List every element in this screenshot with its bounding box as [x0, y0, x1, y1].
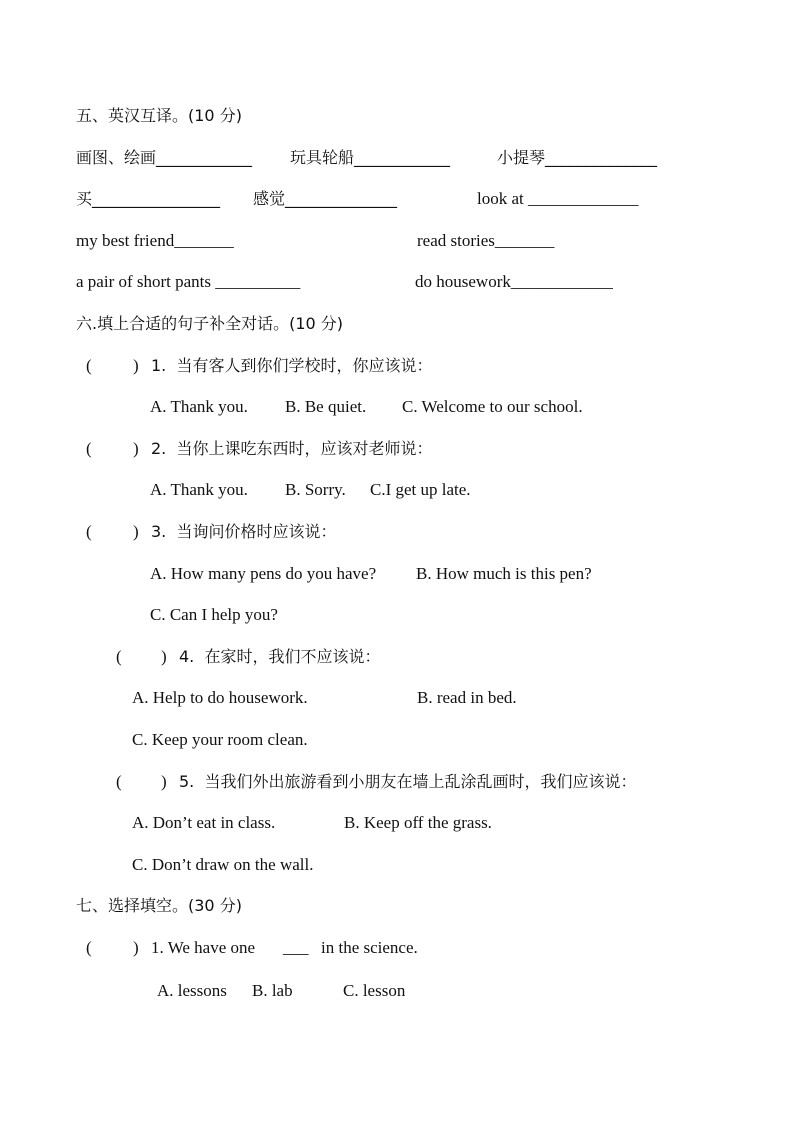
- question-text: 5. 当我们外出旅游看到小朋友在墙上乱涂乱画时，我们应该说：: [179, 772, 637, 791]
- section7-heading: 七、选择填空。(30 分): [76, 896, 242, 915]
- option: A. Thank you.: [150, 397, 248, 416]
- question-text: 2. 当你上课吃东西时，应该对老师说：: [151, 439, 433, 458]
- translate-item: a pair of short pants __________: [76, 272, 301, 291]
- question-text: 1. We have one: [151, 938, 256, 957]
- option: C. Can I help you?: [150, 605, 278, 624]
- option: A. lessons: [157, 981, 227, 1000]
- question-text: 3. 当询问价格时应该说：: [151, 522, 337, 541]
- translate-item: do housework____________: [415, 272, 613, 291]
- answer-paren-close: ): [133, 439, 139, 458]
- question-blank: ___: [283, 938, 309, 957]
- translate-item: 小提琴______________: [497, 148, 658, 167]
- option: B. Be quiet.: [285, 397, 367, 416]
- answer-paren-open: (: [86, 439, 92, 458]
- translate-item: 感觉______________: [253, 189, 398, 208]
- translate-item: read stories_______: [417, 231, 555, 250]
- option: C. lesson: [343, 981, 406, 1000]
- option: A. Thank you.: [150, 480, 248, 499]
- answer-paren-close: ): [133, 522, 139, 541]
- answer-paren-open: (: [116, 772, 122, 791]
- answer-paren-open: (: [86, 522, 92, 541]
- option: A. How many pens do you have?: [150, 564, 377, 583]
- answer-paren-open: (: [86, 938, 92, 957]
- answer-paren-close: ): [133, 356, 139, 375]
- translate-item: 买________________: [76, 189, 221, 208]
- option: C. Don’t draw on the wall.: [132, 855, 314, 874]
- option: B. How much is this pen?: [416, 564, 592, 583]
- option: A. Don’t eat in class.: [132, 813, 276, 832]
- option: C. Keep your room clean.: [132, 730, 308, 749]
- translate-item: 玩具轮船____________: [290, 148, 451, 167]
- option: B. read in bed.: [417, 688, 517, 707]
- question-text: 1. 当有客人到你们学校时，你应该说：: [151, 356, 433, 375]
- answer-paren-open: (: [116, 647, 122, 666]
- option: B. Sorry.: [285, 480, 346, 499]
- answer-paren-open: (: [86, 356, 92, 375]
- option: B. lab: [252, 981, 293, 1000]
- answer-paren-close: ): [161, 772, 167, 791]
- translate-item: look at _____________: [477, 189, 639, 208]
- option: C. Welcome to our school.: [402, 397, 583, 416]
- answer-paren-close: ): [133, 938, 139, 957]
- section5-heading: 五、英汉互译。(10 分): [76, 106, 242, 125]
- answer-paren-close: ): [161, 647, 167, 666]
- option: A. Help to do housework.: [132, 688, 308, 707]
- translate-item: 画图、绘画____________: [76, 148, 253, 167]
- question-text: in the science.: [321, 938, 418, 957]
- option: B. Keep off the grass.: [344, 813, 492, 832]
- option: C.I get up late.: [370, 480, 471, 499]
- question-text: 4. 在家时，我们不应该说：: [179, 647, 381, 666]
- section6-heading: 六.填上合适的句子补全对话。(10 分): [76, 314, 344, 333]
- translate-item: my best friend_______: [76, 231, 234, 250]
